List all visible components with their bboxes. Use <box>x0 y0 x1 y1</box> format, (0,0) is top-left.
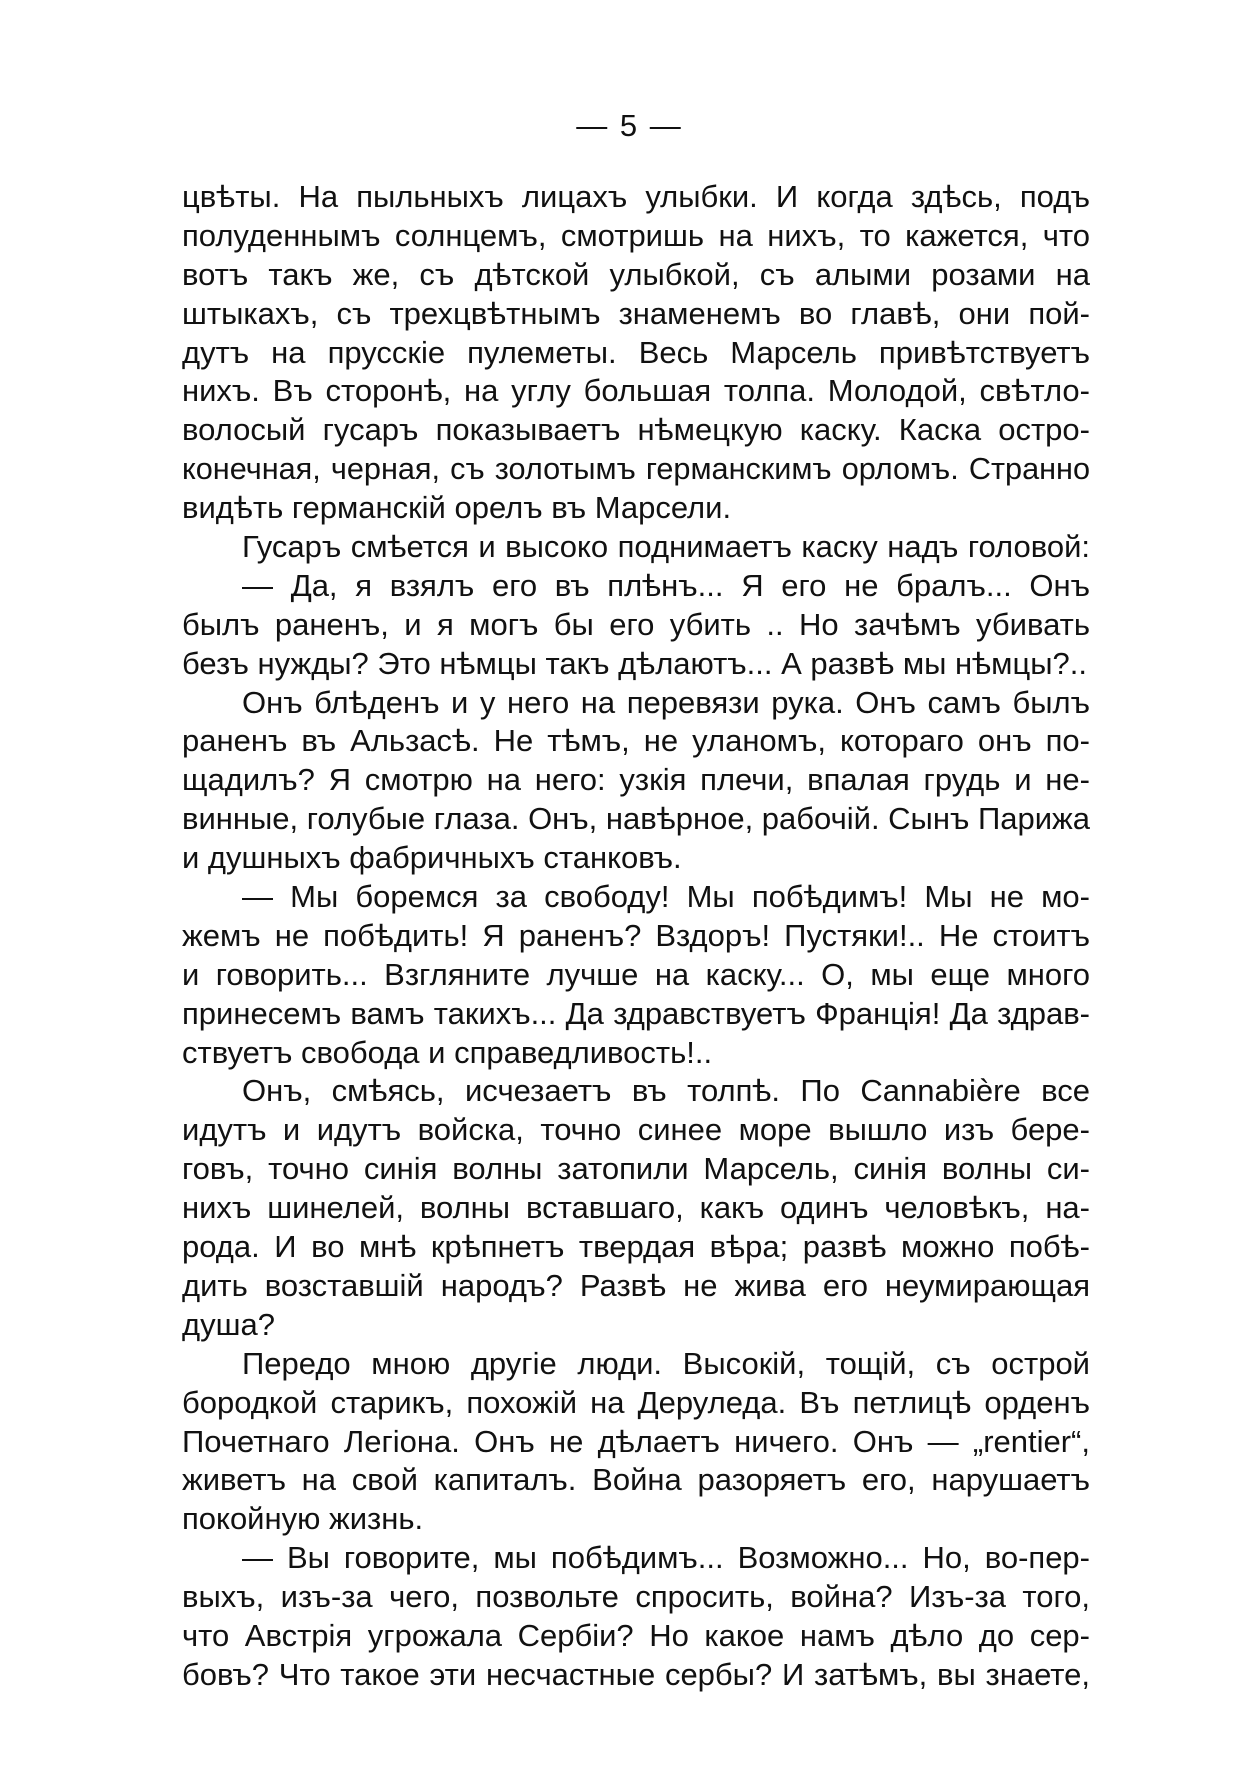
text-line: принесемъ вамъ такихъ... Да здравствуетъ Франція! Да здрав- <box>182 995 1090 1031</box>
text-line: что Австрія угрожала Сербіи? Но какое намъ дѣло до сер- <box>182 1617 1090 1653</box>
text-line: говъ, точно синія волны затопили Марсель, синія волны си- <box>182 1151 1090 1187</box>
text-line: вотъ такъ же, съ дѣтской улыбкой, съ алыми розами на <box>182 256 1090 292</box>
text-line: нихъ. Въ сторонѣ, на углу большая толпа. Молодой, свѣтло- <box>182 373 1090 409</box>
text-line: щадилъ? Я смотрю на него: узкія плечи, впалая грудь и не- <box>182 762 1090 798</box>
text-line: жемъ не побѣдить! Я раненъ? Вздоръ! Пустяки!.. Не стоитъ <box>182 917 1090 953</box>
text-line: и говорить... Взгляните лучше на каску... О, мы еще много <box>182 956 1090 992</box>
text-line: безъ нужды? Это нѣмцы такъ дѣлаютъ... А развѣ мы нѣмцы?.. <box>182 645 1087 681</box>
text-line: дить возставшій народъ? Развѣ не жива его неумирающая <box>182 1267 1090 1303</box>
text-line: ствуетъ свобода и справедливость!.. <box>182 1034 713 1070</box>
text-line: — Вы говорите, мы побѣдимъ... Возможно... Но, во-пер- <box>242 1540 1090 1576</box>
text-line: Передо мною другіе люди. Высокій, тощій, съ острой <box>242 1345 1090 1381</box>
body-text <box>182 178 1090 1695</box>
text-line: идутъ и идутъ войска, точно синее море вышло изъ бере- <box>182 1112 1090 1148</box>
text-line: Онъ, смѣясь, исчезаетъ въ толпѣ. По Cannabière все <box>242 1073 1090 1109</box>
text-line: винные, голубые глаза. Онъ, навѣрное, рабочій. Сынъ Парижа <box>182 801 1091 837</box>
text-line: бовъ? Что такое эти несчастные сербы? И затѣмъ, вы знаете, <box>182 1656 1090 1692</box>
text-line: волосый гусаръ показываетъ нѣмецкую каску. Каска остро- <box>182 412 1090 448</box>
text-line: цвѣты. На пыльныхъ лицахъ улыбки. И когда здѣсь, подъ <box>182 179 1090 214</box>
text-line: Почетнаго Легіона. Онъ не дѣлаетъ ничего. Онъ — „rentier“, <box>182 1423 1090 1459</box>
text-line: живетъ на свой капиталъ. Война разоряетъ его, нарушаетъ <box>182 1462 1090 1498</box>
text-line: видѣть германскій орелъ въ Марсели. <box>182 490 732 526</box>
text-line: покойную жизнь. <box>182 1501 424 1537</box>
text-line: нихъ шинелей, волны вставшаго, какъ одинъ человѣкъ, на- <box>182 1190 1090 1226</box>
text-line: раненъ въ Альзасѣ. Не тѣмъ, не уланомъ, котораго онъ по- <box>182 723 1090 759</box>
text-line: бородкой старикъ, похожій на Деруледа. Въ петлицѣ орденъ <box>182 1384 1090 1420</box>
text-line: — Мы боремся за свободу! Мы побѣдимъ! Мы не мо- <box>242 879 1090 915</box>
text-line: полуденнымъ солнцемъ, смотришь на нихъ, то кажется, что <box>182 217 1090 253</box>
text-line: рода. И во мнѣ крѣпнетъ твердая вѣра; развѣ можно побѣ- <box>182 1229 1090 1265</box>
text-line: — Да, я взялъ его въ плѣнъ... Я его не бралъ... Онъ <box>242 567 1090 603</box>
text-line: и душныхъ фабричныхъ станковъ. <box>182 840 682 876</box>
text-line: конечная, черная, съ золотымъ германскимъ орломъ. Странно <box>182 452 1090 487</box>
text-line: дутъ на прусскіе пулеметы. Весь Марсель привѣтствуетъ <box>182 334 1090 370</box>
text-line: выхъ, изъ-за чего, позвольте спросить, война? Изъ-за того, <box>182 1579 1090 1615</box>
page-number: — 5 — <box>576 108 683 143</box>
text-line: душа? <box>182 1306 275 1342</box>
text-line: Гусаръ смѣется и высоко поднимаетъ каску надъ головой: <box>242 529 1090 565</box>
text-line: штыкахъ, съ трехцвѣтнымъ знаменемъ во главѣ, они пой- <box>182 295 1090 331</box>
text-line: былъ раненъ, и я могъ бы его убить .. Но зачѣмъ убивать <box>182 606 1090 642</box>
text-line: Онъ блѣденъ и у него на перевязи рука. Онъ самъ былъ <box>242 684 1090 720</box>
